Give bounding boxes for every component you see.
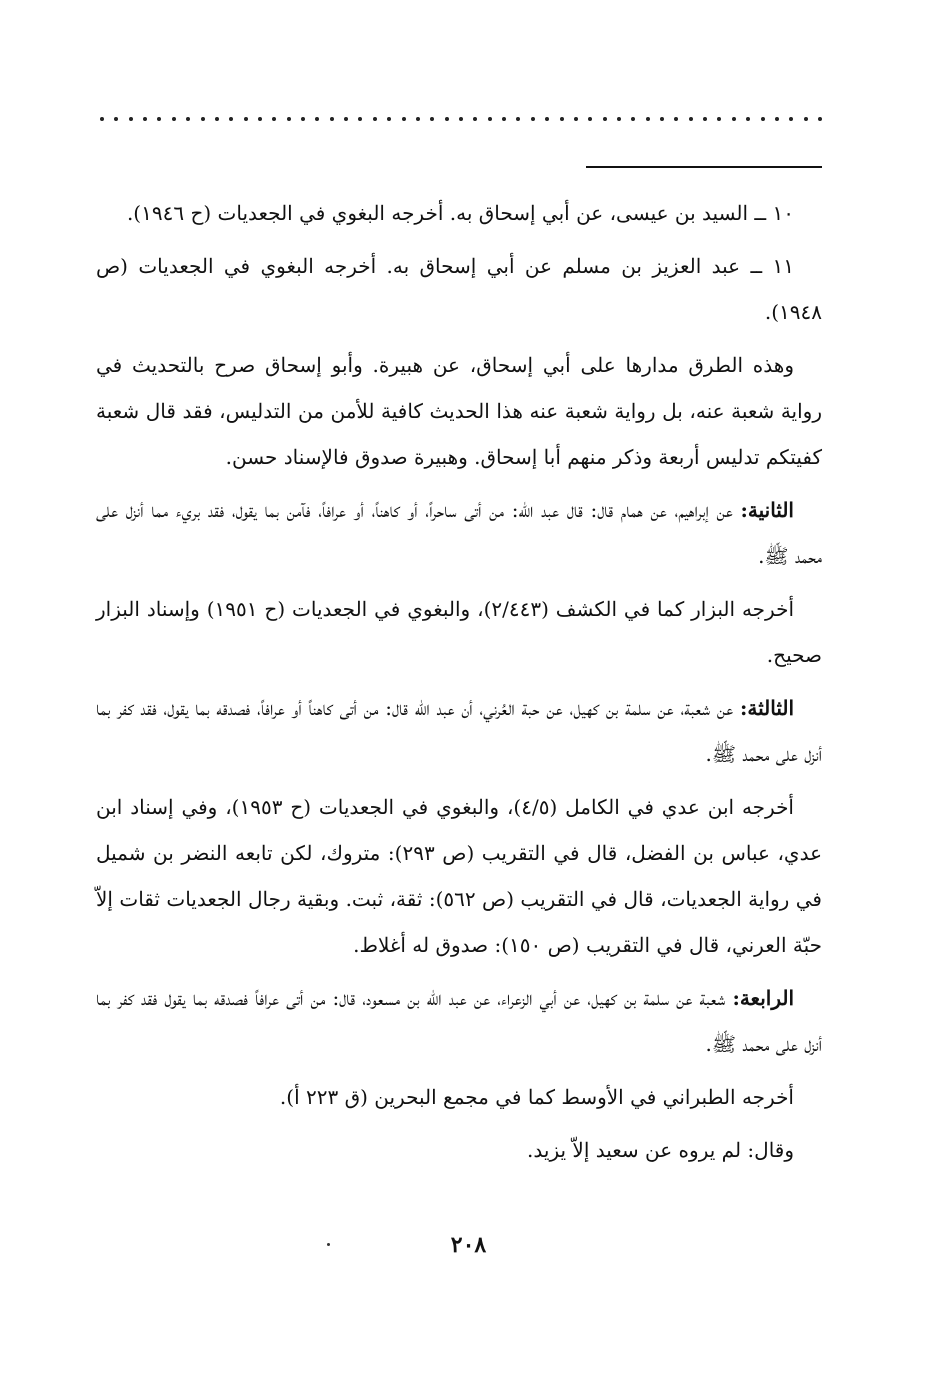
separator-dot [272, 117, 276, 121]
separator-dot [114, 117, 118, 121]
separator-dot [502, 117, 506, 121]
separator-dot [100, 117, 104, 121]
separator-dot [301, 117, 305, 121]
paragraph-bazzar-takhrij: أخرجه البزار كما في الكشف (٢/٤٤٣)، والبغوي في الجعديات (ح ١٩٥١) وإسناد البزار صحيح. [96, 597, 822, 667]
separator-dot [172, 117, 176, 121]
separator-dot [516, 117, 520, 121]
separator-dot [215, 117, 219, 121]
separator-dot [761, 117, 765, 121]
separator-dot [344, 117, 348, 121]
separator-dot [229, 117, 233, 121]
footnote-10: ١٠ ــ السيد بن عيسى، عن أبي إسحاق به. أخرجه البغوي في الجعديات (ح ١٩٤٦). [126, 201, 794, 225]
separator-dot [315, 117, 319, 121]
paragraph-isnad-summary: وهذه الطرق مدارها على أبي إسحاق، عن هبيرة. وأبو إسحاق صرح بالتحديث في رواية شعبة عنه، بل رواية شعبة عنه هذا الحديث كافية للأمن من التدليس، فقد قال شعبة كفيتكم تدليس أربعة وذكر منهم أبا إسحاق. وهبيرة صدوق فالإسناد حسن. [96, 353, 822, 469]
separator-dot [574, 117, 578, 121]
separator-dot [746, 117, 750, 121]
page-body [96, 190, 822, 1180]
separator-dot [373, 117, 377, 121]
separator-dot [244, 117, 248, 121]
paragraph-third-narration [96, 685, 822, 777]
separator-dot [531, 117, 535, 121]
separator-dot [660, 117, 664, 121]
separator-dot [445, 117, 449, 121]
separator-dot [416, 117, 420, 121]
label-third: الثالثة: [739, 696, 794, 720]
separator-dot [703, 117, 707, 121]
separator-dot [201, 117, 205, 121]
paragraph-ibn-adi-takhrij: أخرجه ابن عدي في الكامل (٤/٥)، والبغوي في الجعديات (ح ١٩٥٣)، وفي إسناد ابن عدي، عباس بن الفضل، قال في التقريب (ص ٢٩٣): متروك، لكن تابعه النضر بن شميل في رواية الجعديات، قال في التقريب (ص ٥٦٢): ثقة، ثبت. وبقية رجال الجعديات ثقات إلاّ حبّة العرني، قال في التقريب (ص ١٥٠): صدوق له أغلاط. [96, 795, 822, 957]
separator-dot [775, 117, 779, 121]
separator-dot [804, 117, 808, 121]
second-narration-text: عن إبراهيم، عن همام قال: قال عبد الله: من أتى ساحراً، أو كاهناً، أو عرافاً، فآمن بما يقول، فقد بريء مما أنزل على محمد ﷺ. [96, 498, 822, 568]
separator-dot [689, 117, 693, 121]
separator-dot [387, 117, 391, 121]
page-number: ٢٠٨ [450, 1232, 487, 1258]
separator-dot [717, 117, 721, 121]
third-narration-text: عن شعبة، عن سلمة بن كهيل، عن حبة العُرني، أن عبد الله قال: من أتى كاهناً أو عرافاً، فصدقه بما يقول، فقد كفر بما أنزل على محمد ﷺ. [96, 696, 822, 766]
separator-dot [732, 117, 736, 121]
separator-dot [330, 117, 334, 121]
separator-dot [674, 117, 678, 121]
separator-dot [617, 117, 621, 121]
separator-dot [631, 117, 635, 121]
separator-dot [287, 117, 291, 121]
separator-dot [459, 117, 463, 121]
separator-dot [545, 117, 549, 121]
fourth-narration-text: شعبة عن سلمة بن كهيل، عن أبي الزعراء، عن عبد الله بن مسعود، قال: من أتى عرافاً فصدقه بما يقول فقد كفر بما أنزل على محمد ﷺ. [96, 986, 822, 1056]
label-fourth: الرابعة: [732, 986, 794, 1010]
separator-dot [129, 117, 133, 121]
label-second: الثانية: [740, 498, 794, 522]
paragraph-second-narration [96, 487, 822, 579]
separator-dot [789, 117, 793, 121]
separator-dot [157, 117, 161, 121]
separator-dot [588, 117, 592, 121]
paragraph-fourth-narration [96, 975, 822, 1067]
separator-dot [358, 117, 362, 121]
separator-dot [430, 117, 434, 121]
separator-dot [603, 117, 607, 121]
separator-dot [473, 117, 477, 121]
footnote-rule [586, 166, 822, 168]
separator-dot [186, 117, 190, 121]
footnote-11: ١١ ــ عبد العزيز بن مسلم عن أبي إسحاق به. أخرجه البغوي في الجعديات (ص ١٩٤٨). [96, 254, 822, 324]
paragraph-tabarani-takhrij: أخرجه الطبراني في الأوسط كما في مجمع البحرين (ق ٢٢٣ أ). [279, 1085, 794, 1109]
separator-dot [143, 117, 147, 121]
paragraph-tabarani-comment: وقال: لم يروه عن سعيد إلاّ يزيد. [527, 1138, 794, 1162]
separator-dot [646, 117, 650, 121]
separator-dot [488, 117, 492, 121]
separator-dot [818, 117, 822, 121]
separator-dot [258, 117, 262, 121]
separator-dot [402, 117, 406, 121]
dotted-separator [100, 104, 822, 134]
separator-dot [560, 117, 564, 121]
